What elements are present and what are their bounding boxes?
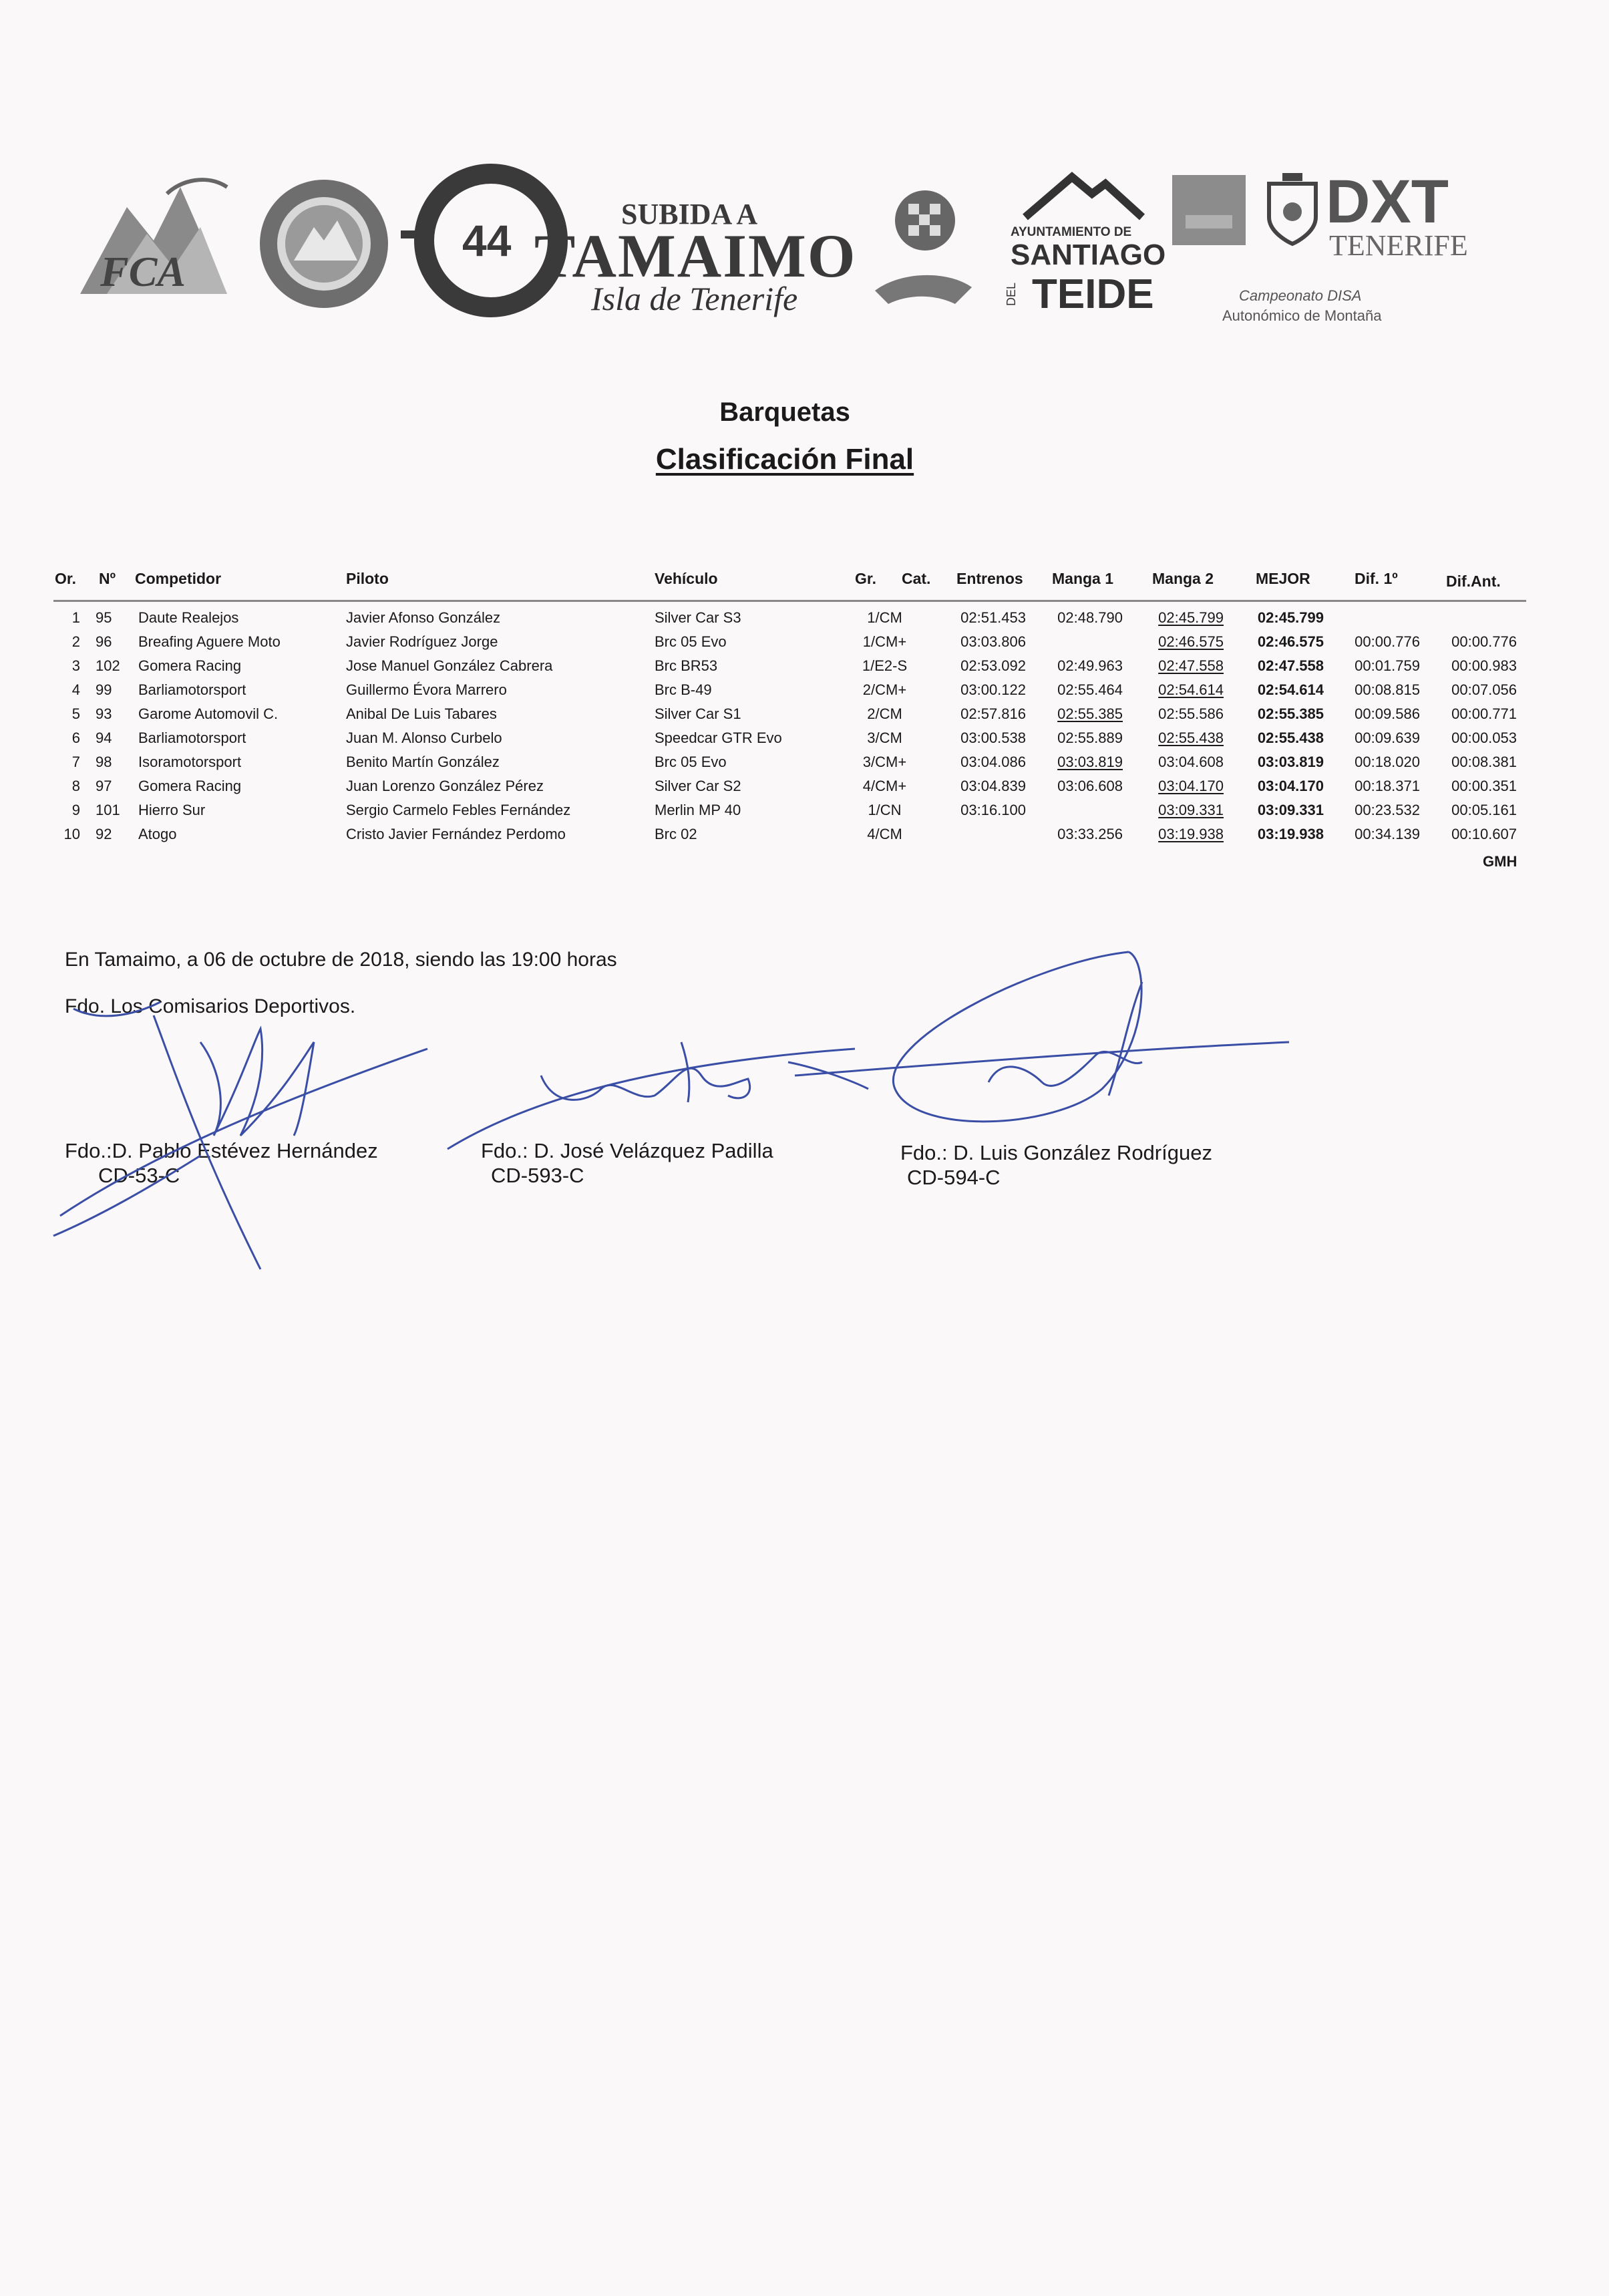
- cell-manga2: 03:09.331: [1158, 802, 1224, 818]
- cell-difant: 00:05.161: [1451, 802, 1517, 818]
- cell-manga2: 03:04.608: [1158, 754, 1224, 770]
- signature-3: [795, 952, 1289, 1122]
- cell-grcat: 4/CM: [867, 826, 902, 842]
- cell-mejor: 03:03.819: [1257, 754, 1324, 770]
- cell-difant: 00:00.776: [1451, 633, 1517, 650]
- signature-2: [448, 1042, 868, 1149]
- cell-piloto: Juan M. Alonso Curbelo: [346, 729, 502, 746]
- signatory-code: CD-53-C: [98, 1164, 180, 1187]
- cell-entrenos: 02:57.816: [960, 705, 1026, 722]
- cell-mejor: 02:55.438: [1257, 729, 1324, 746]
- cell-manga2: 02:46.575: [1158, 633, 1224, 650]
- cell-piloto: Jose Manuel González Cabrera: [346, 657, 553, 674]
- cell-piloto: Javier Afonso González: [346, 609, 501, 626]
- cell-manga1: 02:55.889: [1057, 729, 1123, 746]
- cell-vehiculo: Silver Car S3: [655, 609, 741, 626]
- cell-num: 99: [96, 681, 112, 698]
- header-entrenos: Entrenos: [956, 570, 1023, 587]
- cell-dif1: 00:08.815: [1355, 681, 1420, 698]
- cell-vehiculo: Merlin MP 40: [655, 802, 741, 818]
- cell-entrenos: 02:51.453: [960, 609, 1026, 626]
- cell-manga2: 02:54.614: [1158, 681, 1224, 698]
- cell-manga2: 02:45.799: [1158, 609, 1224, 626]
- ayuntamiento-line2: SANTIAGO: [1011, 238, 1166, 271]
- cell-dif1: 00:09.639: [1355, 729, 1420, 746]
- cell-mejor: 02:47.558: [1257, 657, 1324, 674]
- cell-vehiculo: Brc 05 Evo: [655, 633, 727, 650]
- tamaimo-line2: TAMAIMO: [534, 222, 857, 290]
- header-num: Nº: [99, 570, 116, 587]
- cell-competidor: Breafing Aguere Moto: [138, 633, 281, 650]
- cell-or: 5: [71, 705, 80, 722]
- cell-manga1: 02:55.464: [1057, 681, 1123, 698]
- cell-num: 102: [96, 657, 120, 674]
- cell-dif1: 00:18.020: [1355, 754, 1420, 770]
- cell-num: 96: [96, 633, 112, 650]
- cell-or: 10: [63, 826, 80, 842]
- cell-grcat: 1/CM+: [862, 633, 907, 650]
- tamaimo-line3: Isla de Tenerife: [591, 280, 798, 317]
- header-difant: Dif.Ant.: [1446, 572, 1501, 590]
- cell-competidor: Barliamotorsport: [138, 681, 246, 698]
- cell-dif1: 00:01.759: [1355, 657, 1420, 674]
- cell-difant: 00:10.607: [1451, 826, 1517, 842]
- cell-grcat: 1/E2-S: [862, 657, 908, 674]
- tamaimo-line1: SUBIDA A: [621, 198, 758, 230]
- cell-or: 1: [71, 609, 80, 626]
- cell-grcat: 2/CM: [867, 705, 902, 722]
- cell-mejor: 03:04.170: [1257, 778, 1324, 794]
- cell-entrenos: 03:04.086: [960, 754, 1026, 770]
- header-manga1: Manga 1: [1052, 570, 1114, 587]
- cell-vehiculo: Brc BR53: [655, 657, 718, 674]
- cell-entrenos: 03:00.538: [960, 729, 1026, 746]
- cell-piloto: Juan Lorenzo González Pérez: [346, 778, 544, 794]
- cell-manga1: 03:33.256: [1057, 826, 1123, 842]
- cell-mejor: 03:19.938: [1257, 826, 1324, 842]
- cell-vehiculo: Silver Car S2: [655, 778, 741, 794]
- page-title: Barquetas: [719, 397, 850, 427]
- cell-manga1: 02:55.385: [1057, 705, 1123, 722]
- cell-entrenos: 03:16.100: [960, 802, 1026, 818]
- cell-manga1: 02:49.963: [1057, 657, 1123, 674]
- signed-by: Fdo. Los Comisarios Deportivos.: [65, 995, 356, 1017]
- cell-piloto: Javier Rodríguez Jorge: [346, 633, 498, 650]
- cell-manga2: 02:47.558: [1158, 657, 1224, 674]
- cell-entrenos: 03:03.806: [960, 633, 1026, 650]
- cell-grcat: 2/CM+: [862, 681, 907, 698]
- cell-or: 2: [71, 633, 80, 650]
- header-mejor: MEJOR: [1256, 570, 1310, 587]
- cell-entrenos: 03:04.839: [960, 778, 1026, 794]
- cell-piloto: Sergio Carmelo Febles Fernández: [346, 802, 571, 818]
- cell-difant: 00:00.053: [1451, 729, 1517, 746]
- cell-piloto: Anibal De Luis Tabares: [346, 705, 497, 722]
- fca-logo-text: FCA: [100, 248, 186, 295]
- cell-mejor: 02:46.575: [1257, 633, 1324, 650]
- dxt-line1: DXT: [1326, 168, 1449, 236]
- cell-grcat: 3/CM: [867, 729, 902, 746]
- cell-entrenos: 02:53.092: [960, 657, 1026, 674]
- header-competidor: Competidor: [135, 570, 222, 587]
- ayuntamiento-line3: TEIDE: [1032, 271, 1154, 317]
- cell-vehiculo: Brc 05 Evo: [655, 754, 727, 770]
- disa-autonomico: Autonómico de Montaña: [1222, 307, 1382, 324]
- cell-vehiculo: Brc 02: [655, 826, 697, 842]
- cell-dif1: 00:00.776: [1355, 633, 1420, 650]
- cell-vehiculo: Brc B-49: [655, 681, 712, 698]
- signatory-code: CD-594-C: [907, 1166, 1001, 1189]
- cell-difant: 00:00.771: [1451, 705, 1517, 722]
- header-gr: Gr.: [855, 570, 876, 587]
- cell-competidor: Garome Automovil C.: [138, 705, 279, 722]
- cell-competidor: Daute Realejos: [138, 609, 239, 626]
- cell-grcat: 4/CM+: [862, 778, 907, 794]
- page-subtitle: Clasificación Final: [655, 443, 914, 476]
- signatory-name: Fdo.:D. Pablo Estévez Hernández: [65, 1139, 378, 1162]
- cell-grcat: 1/CN: [868, 802, 902, 818]
- cell-piloto: Cristo Javier Fernández Perdomo: [346, 826, 566, 842]
- cell-or: 3: [71, 657, 80, 674]
- table-footer-code: GMH: [1483, 853, 1517, 870]
- cell-num: 101: [96, 802, 120, 818]
- cell-manga2: 02:55.586: [1158, 705, 1224, 722]
- cell-or: 8: [71, 778, 80, 794]
- header-or: Or.: [55, 570, 76, 587]
- header-piloto: Piloto: [346, 570, 389, 587]
- cell-manga2: 02:55.438: [1158, 729, 1224, 746]
- cell-num: 93: [96, 705, 112, 722]
- ayuntamiento-vertical: DEL: [1005, 282, 1019, 307]
- cell-piloto: Guillermo Évora Marrero: [346, 681, 507, 698]
- cell-manga1: 02:48.790: [1057, 609, 1123, 626]
- header-dif1: Dif. 1º: [1355, 570, 1398, 587]
- place-date: En Tamaimo, a 06 de octubre de 2018, siendo las 19:00 horas: [65, 949, 617, 971]
- cell-competidor: Barliamotorsport: [138, 729, 246, 746]
- cell-mejor: 03:09.331: [1257, 802, 1324, 818]
- cell-mejor: 02:54.614: [1257, 681, 1324, 698]
- cell-or: 7: [71, 754, 80, 770]
- cell-num: 92: [96, 826, 112, 842]
- cell-or: 9: [71, 802, 80, 818]
- header-vehiculo: Vehículo: [655, 570, 718, 587]
- signatory-name: Fdo.: D. José Velázquez Padilla: [481, 1139, 773, 1162]
- cell-dif1: 00:34.139: [1355, 826, 1420, 842]
- signatory-name: Fdo.: D. Luis González Rodríguez: [900, 1141, 1212, 1164]
- cell-entrenos: 03:00.122: [960, 681, 1026, 698]
- cell-piloto: Benito Martín González: [346, 754, 500, 770]
- cell-or: 4: [71, 681, 80, 698]
- cell-grcat: 3/CM+: [862, 754, 907, 770]
- cell-manga2: 03:19.938: [1158, 826, 1224, 842]
- cell-num: 95: [96, 609, 112, 626]
- cell-dif1: 00:18.371: [1355, 778, 1420, 794]
- cell-difant: 00:07.056: [1451, 681, 1517, 698]
- cell-num: 97: [96, 778, 112, 794]
- ayuntamiento-line1: AYUNTAMIENTO DE: [1011, 225, 1132, 239]
- header-cat: Cat.: [902, 570, 931, 587]
- cell-num: 94: [96, 729, 112, 746]
- signatory-code: CD-593-C: [491, 1164, 584, 1187]
- cell-difant: 00:00.983: [1451, 657, 1517, 674]
- tamaimo-number: 44: [462, 216, 512, 265]
- signature-1: [53, 1002, 427, 1269]
- cell-grcat: 1/CM: [867, 609, 902, 626]
- cell-dif1: 00:23.532: [1355, 802, 1420, 818]
- cell-manga1: 03:06.608: [1057, 778, 1123, 794]
- dxt-line2: TENERIFE: [1329, 229, 1468, 262]
- header-manga2: Manga 2: [1152, 570, 1214, 587]
- cell-num: 98: [96, 754, 112, 770]
- cell-dif1: 00:09.586: [1355, 705, 1420, 722]
- cell-or: 6: [71, 729, 80, 746]
- cell-competidor: Atogo: [138, 826, 177, 842]
- cell-difant: 00:08.381: [1451, 754, 1517, 770]
- cell-competidor: Gomera Racing: [138, 657, 242, 674]
- cell-competidor: Gomera Racing: [138, 778, 242, 794]
- cell-competidor: Hierro Sur: [138, 802, 206, 818]
- disa-campeonato: Campeonato DISA: [1239, 287, 1362, 304]
- cell-vehiculo: Speedcar GTR Evo: [655, 729, 782, 746]
- cell-vehiculo: Silver Car S1: [655, 705, 741, 722]
- cell-difant: 00:00.351: [1451, 778, 1517, 794]
- cell-manga1: 03:03.819: [1057, 754, 1123, 770]
- cell-manga2: 03:04.170: [1158, 778, 1224, 794]
- cell-mejor: 02:55.385: [1257, 705, 1324, 722]
- cell-mejor: 02:45.799: [1257, 609, 1324, 626]
- cell-competidor: Isoramotorsport: [138, 754, 242, 770]
